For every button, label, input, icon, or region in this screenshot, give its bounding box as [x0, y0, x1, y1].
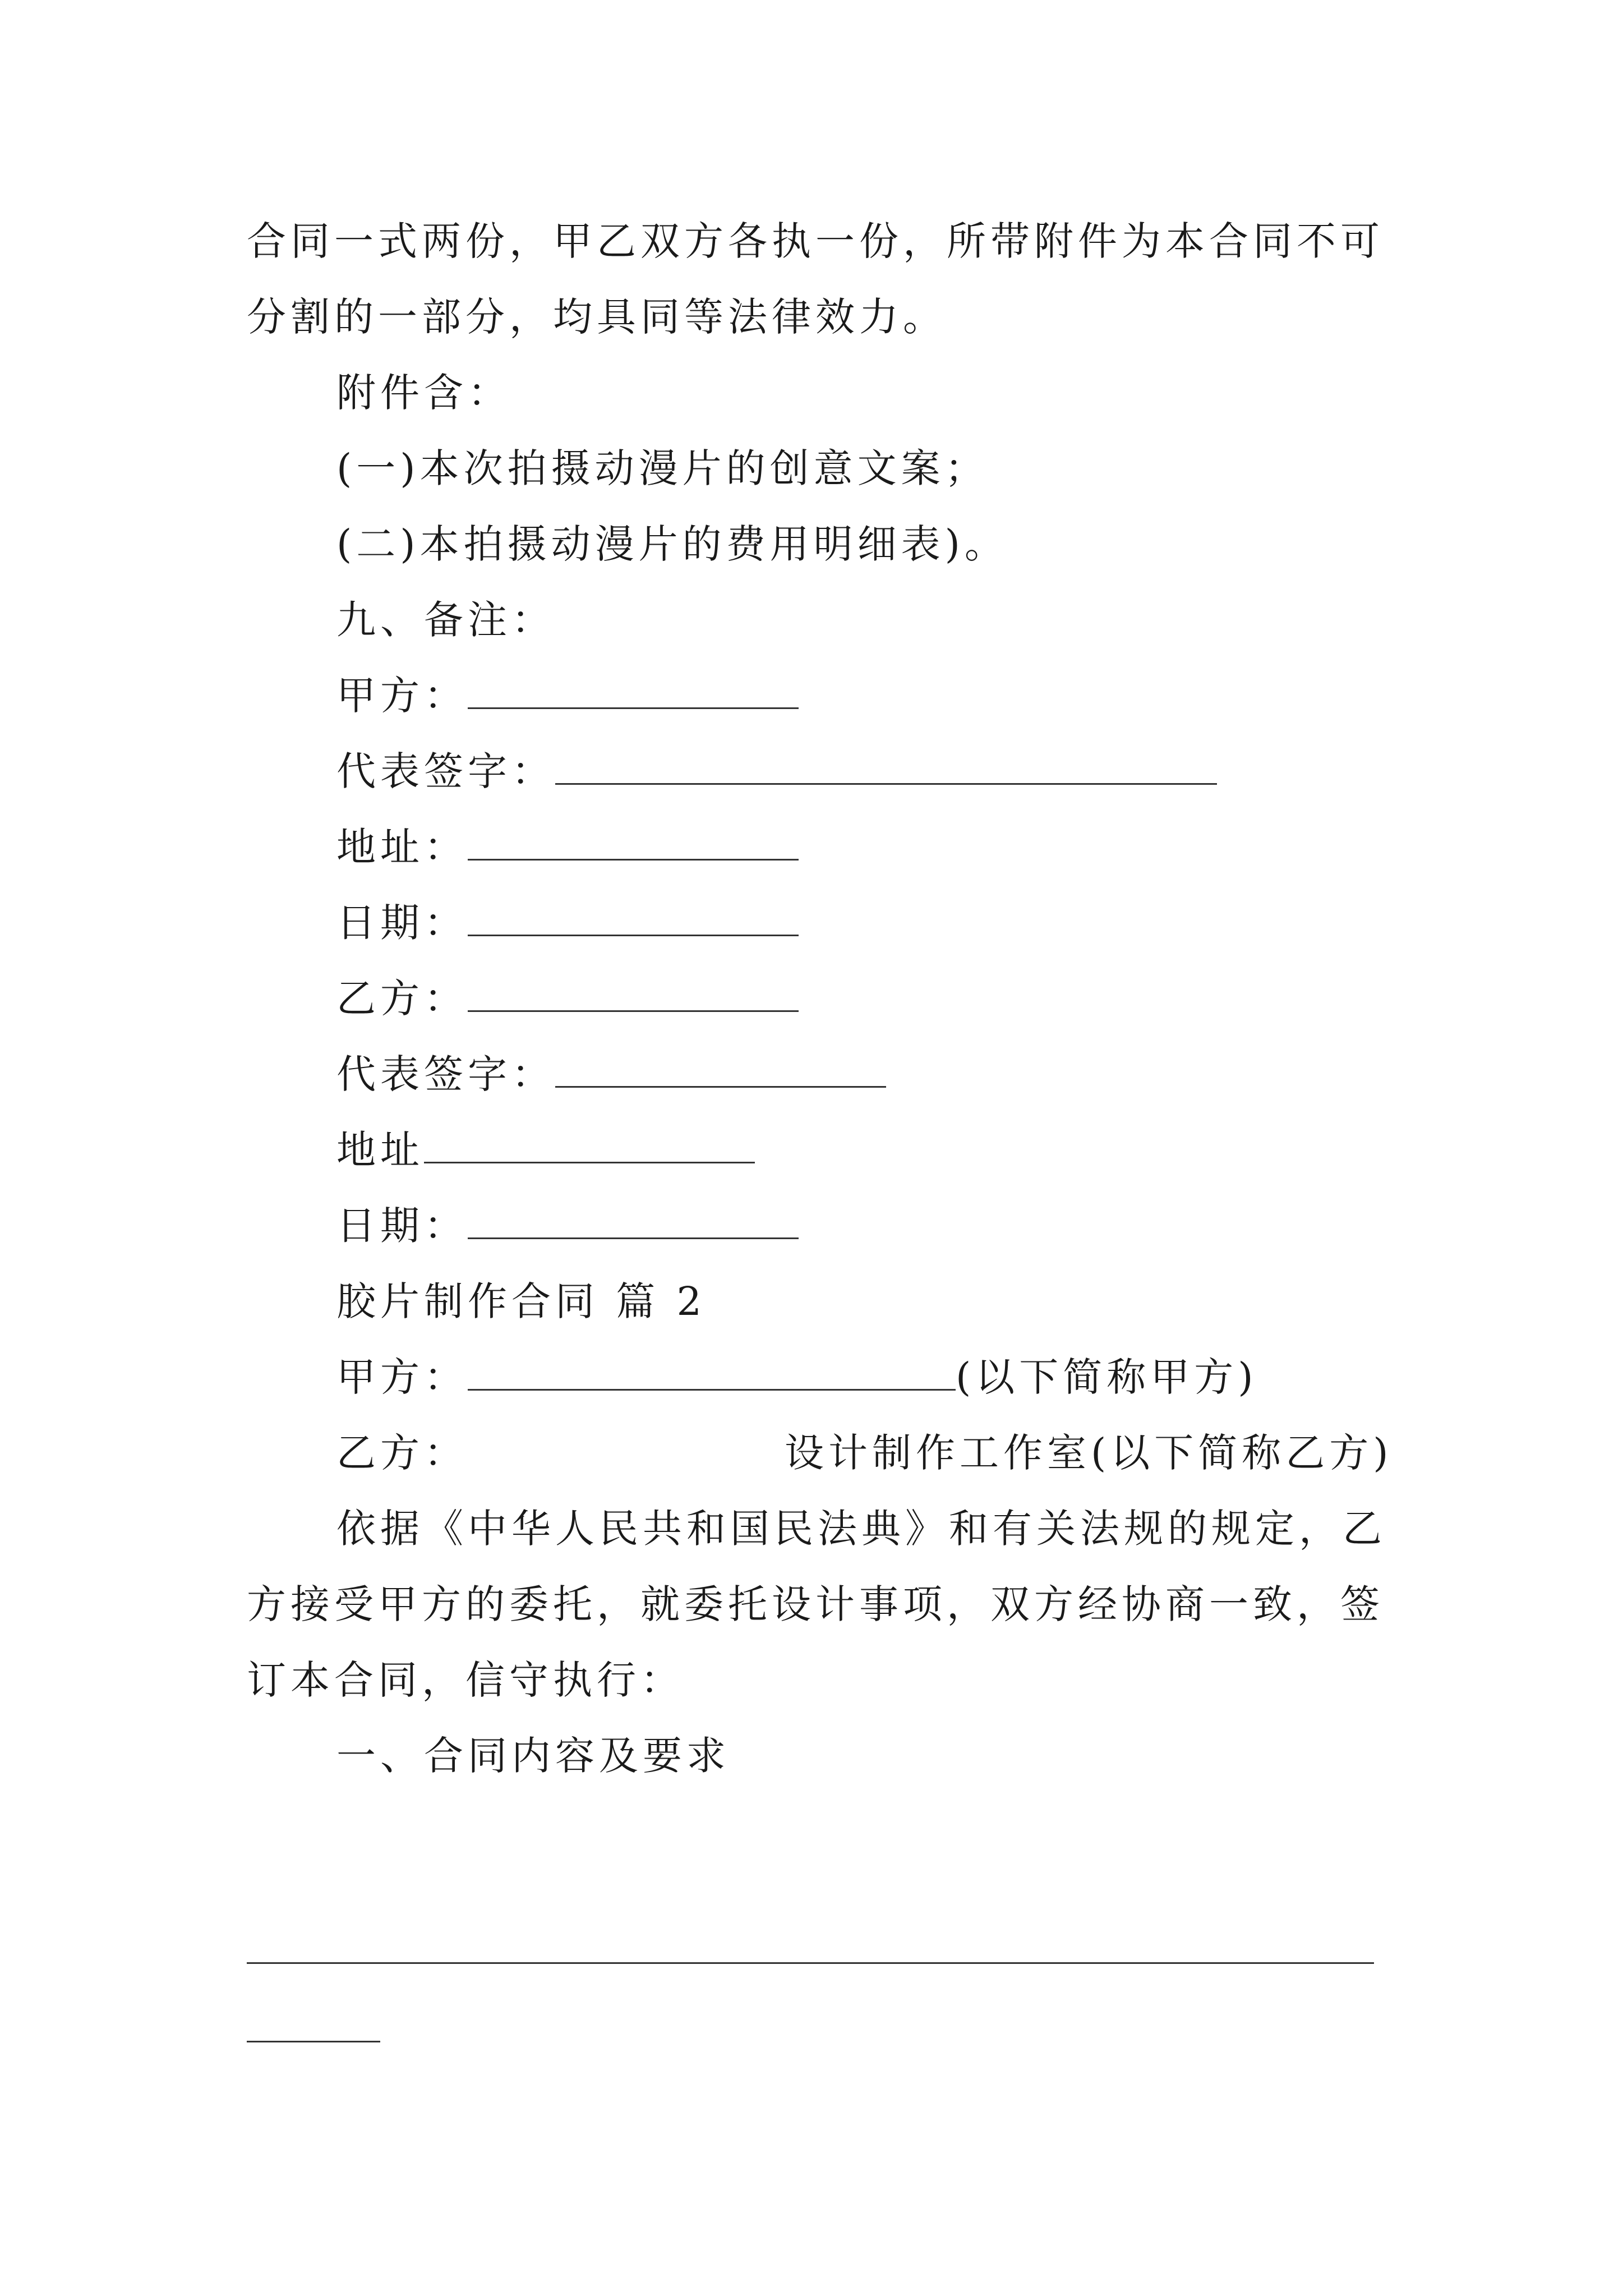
- party-a-field[interactable]: [468, 673, 799, 709]
- contract2-party-a-row: [336, 1349, 1258, 1405]
- contract2-party-a-field[interactable]: [468, 1354, 956, 1391]
- signature-label: 代表签字：: [336, 748, 555, 794]
- party-a-signature-row: [336, 743, 1217, 799]
- party-b-field[interactable]: [468, 976, 799, 1012]
- paragraph-line: 分割的一部分，均具同等法律效力。: [247, 294, 947, 340]
- party-a-date-field[interactable]: [468, 900, 799, 936]
- party-b-signature-row: [336, 1046, 886, 1102]
- party-b-address-field[interactable]: [424, 1127, 755, 1163]
- remarks-heading: 九、备注：: [336, 597, 555, 643]
- footer-rule: [247, 1962, 1374, 1964]
- party-a-address-row: [336, 819, 799, 875]
- party-b-date-field[interactable]: [468, 1203, 799, 1239]
- party-b-row: [336, 970, 799, 1027]
- date-label: 日期：: [336, 1203, 468, 1249]
- intro-line: 依据《中华人民共和国民法典》和有关法规的规定，乙: [336, 1506, 1386, 1552]
- attachment-item: (一)本次拍摄动漫片的创意文案；: [336, 445, 989, 491]
- party-a-suffix: (以下简称甲方): [956, 1354, 1258, 1400]
- party-b-label: 乙方：: [336, 1430, 468, 1476]
- party-b-label: 乙方：: [336, 976, 468, 1022]
- attachments-heading: 附件含：: [336, 370, 511, 416]
- attachment-item: (二)本拍摄动漫片的费用明细表)。: [336, 521, 1008, 567]
- signature-label: 代表签字：: [336, 1051, 555, 1097]
- section-heading: 一、合同内容及要求: [336, 1733, 730, 1779]
- party-a-address-field[interactable]: [468, 824, 799, 861]
- party-a-signature-field[interactable]: [555, 748, 1217, 785]
- party-a-label: 甲方：: [336, 673, 468, 719]
- party-b-address-row: [336, 1122, 755, 1178]
- footer-rule-short: [247, 2041, 380, 2042]
- party-a-row: [336, 668, 799, 724]
- party-a-label: 甲方：: [336, 1354, 468, 1400]
- contract-title: 胶片制作合同 篇 2: [336, 1278, 707, 1324]
- date-label: 日期：: [336, 900, 468, 946]
- address-label: 地址：: [336, 824, 468, 870]
- address-label: 地址: [336, 1127, 424, 1173]
- party-b-date-row: [336, 1198, 799, 1254]
- contract2-party-b-row: [336, 1425, 1393, 1481]
- intro-line: 订本合同，信守执行：: [247, 1657, 684, 1703]
- party-b-signature-field[interactable]: [555, 1051, 886, 1088]
- party-b-suffix: 设计制作工作室(以下简称乙方): [785, 1430, 1393, 1476]
- party-a-date-row: [336, 895, 799, 951]
- paragraph-line: 合同一式两份，甲乙双方各执一份，所带附件为本合同不可: [247, 218, 1384, 264]
- intro-line: 方接受甲方的委托，就委托设计事项，双方经协商一致，签: [247, 1581, 1384, 1627]
